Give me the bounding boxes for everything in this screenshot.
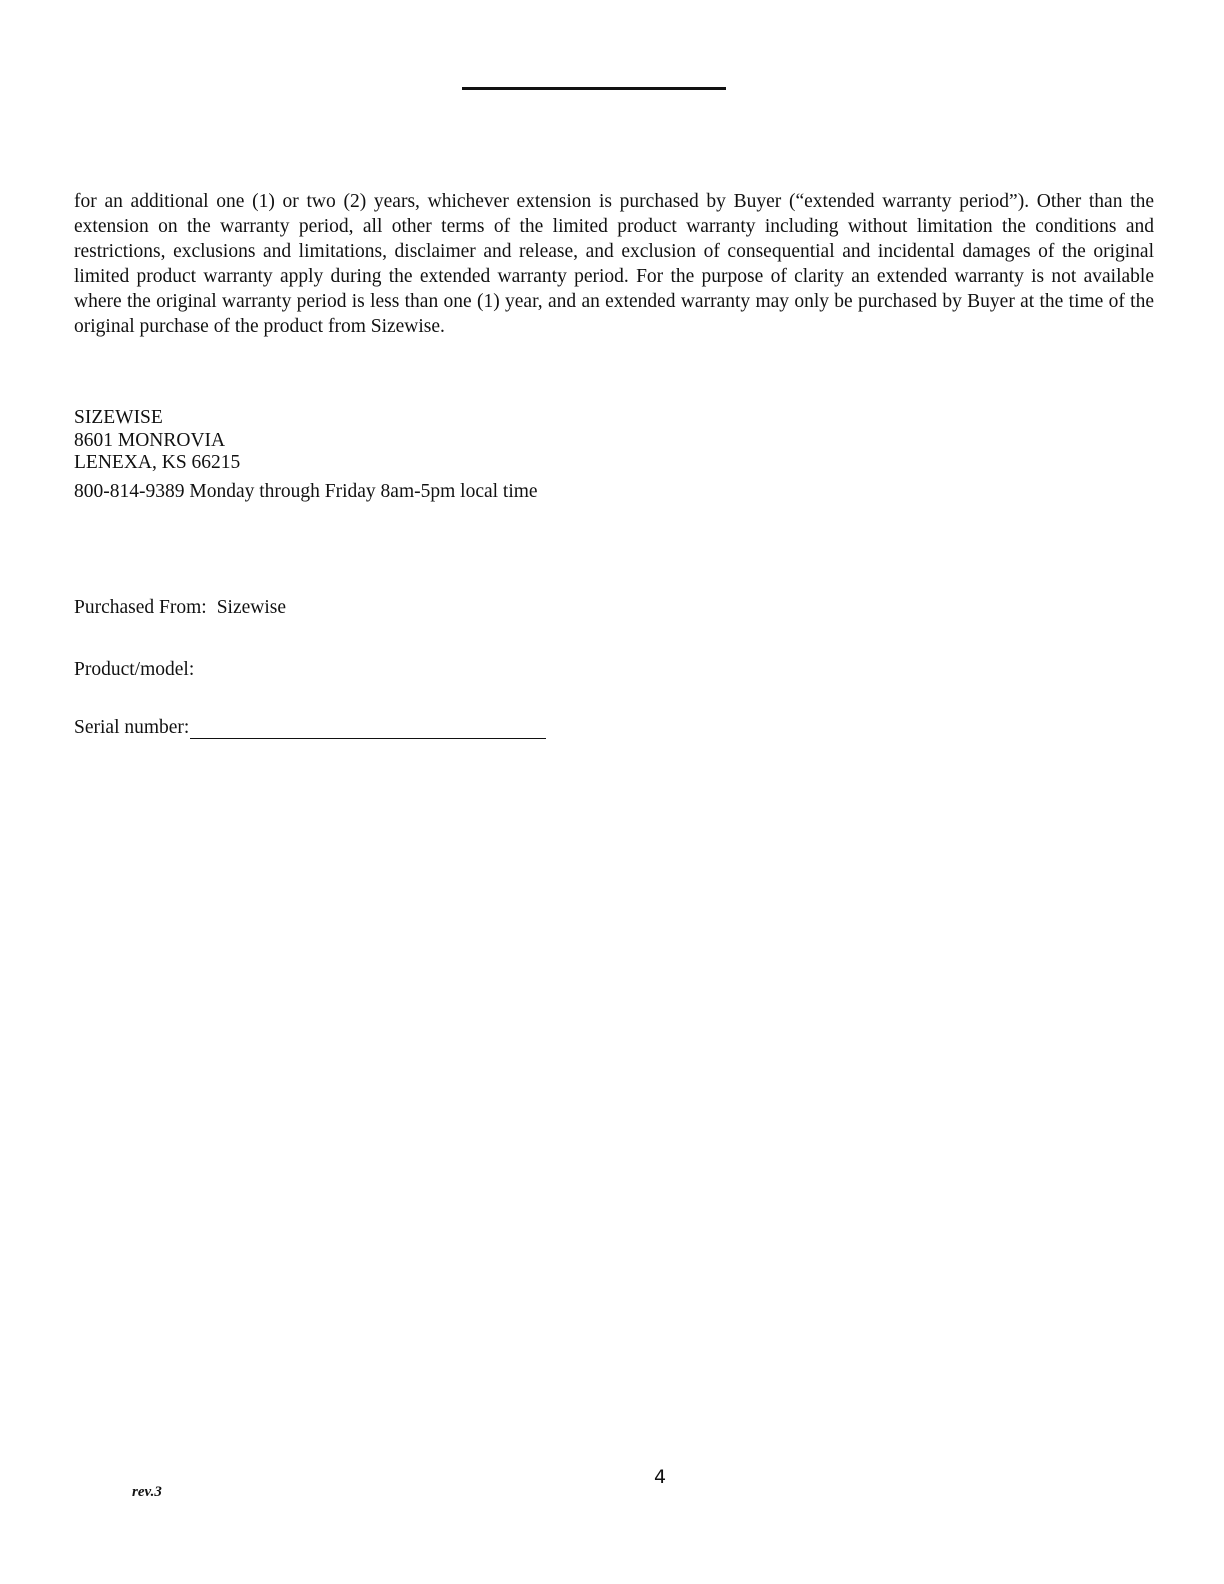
phone-hours: 800-814-9389 Monday through Friday 8am-5pm local time [74,481,538,502]
serial-number-label: Serial number: [74,717,190,738]
company-name: SIZEWISE [74,407,163,428]
product-model-row [74,659,194,681]
extended-warranty-paragraph: for an additional one (1) or two (2) years, whichever extension is purchased by Buyer (“extended warranty period”). Other than the extension on the warranty period, all other terms of the limited product warranty including without limitation the conditions and restrictions, exclusions and limitations, disclaimer and release, and exclusion of consequential and incidental damages of the original limited product warranty apply during the extended warranty period. For the purpose of clarity an extended warranty is not available where the original warranty period is less than one (1) year, and an extended warranty may only be purchased by Buyer at the time of the original purchase of the product from Sizewise. [74,191,1154,337]
purchased-from-value: Sizewise [216,597,287,618]
company-address [74,407,240,475]
purchased-from-row [74,597,286,619]
revision-label: rev.3 [132,1484,162,1500]
city-state-zip: LENEXA, KS 66215 [74,452,241,473]
page-number: 4 [654,1466,667,1488]
serial-number-row [74,717,546,739]
product-model-label: Product/model: [74,659,195,680]
serial-number-blank-line[interactable] [190,720,546,739]
top-horizontal-rule [462,87,726,90]
purchased-from-label: Purchased From: [74,597,207,618]
street-address: 8601 MONROVIA [74,429,226,451]
